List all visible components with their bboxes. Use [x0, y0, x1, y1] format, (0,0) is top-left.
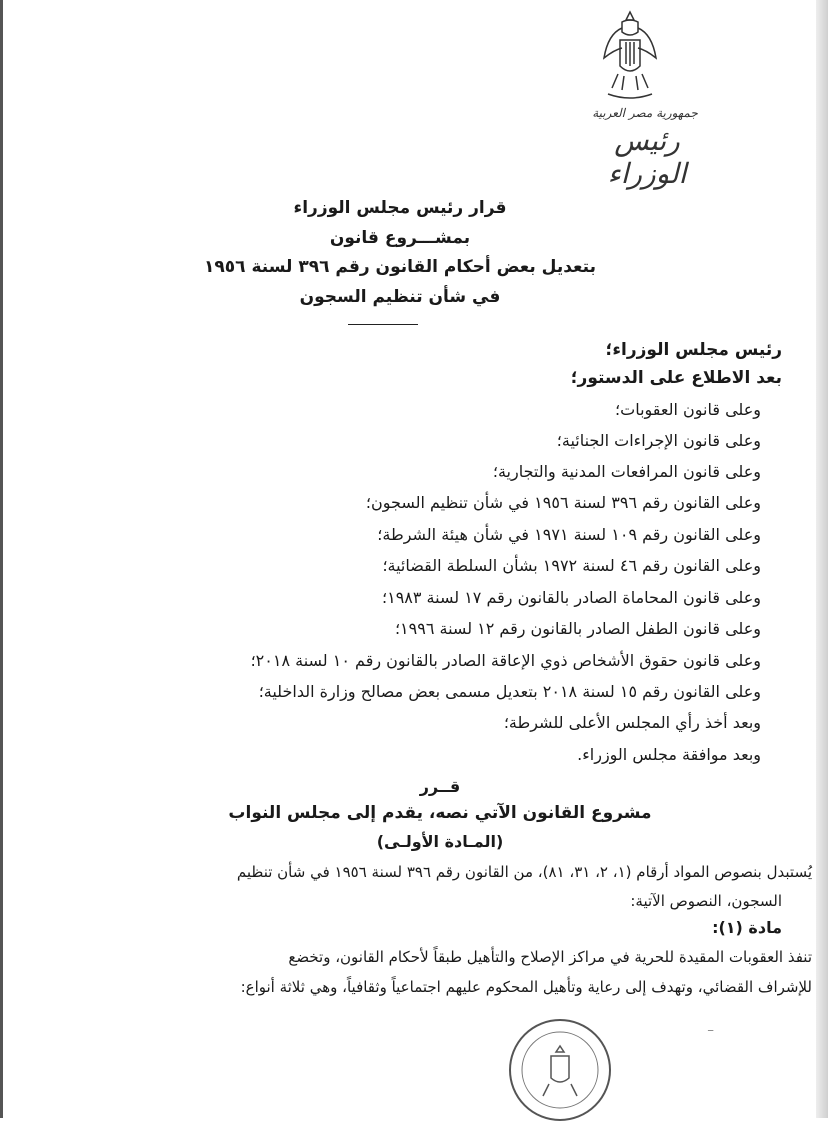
preamble-item: وعلى القانون رقم ٤٦ لسنة ١٩٧٢ بشأن السلطة القضائية؛ — [382, 556, 761, 575]
preamble-item: وبعد أخذ رأي المجلس الأعلى للشرطة؛ — [503, 713, 761, 732]
scan-mark: ــ — [708, 1024, 714, 1034]
paragraph-line: يُستبدل بنصوص المواد أرقام (١، ٢، ٣١، ٨١)، من القانون رقم ٣٩٦ لسنة ١٩٥٦ في شأن تنظيم — [236, 863, 812, 881]
decree-title-line: بمشـــروع قانون — [329, 228, 471, 248]
decree-title-line: قرار رئيس مجلس الوزراء — [293, 198, 507, 218]
decree-title-line: في شأن تنظيم السجون — [299, 287, 501, 307]
preamble-heading: رئيس مجلس الوزراء؛ — [605, 340, 782, 360]
paragraph-line: تنفذ العقوبات المقيدة للحرية في مراكز الإصلاح والتأهيل طبقاً لأحكام القانون، وتخضع — [288, 948, 812, 966]
letterhead-country: جمهورية مصر العربية — [592, 106, 698, 120]
preamble-item: وعلى قانون حقوق الأشخاص ذوي الإعاقة الصادر بالقانون رقم ١٠ لسنة ٢٠١٨؛ — [250, 651, 761, 670]
official-stamp-icon — [505, 1012, 615, 1122]
preamble-item: وعلى قانون الإجراءات الجنائية؛ — [556, 431, 761, 450]
scan-edge-left — [0, 0, 3, 1118]
decision-subheading: مشروع القانون الآتي نصه، يقدم إلى مجلس النواب — [228, 803, 652, 823]
title-divider — [348, 324, 418, 325]
preamble-item: وعلى قانون العقوبات؛ — [615, 400, 761, 419]
decision-heading: قــرر — [419, 777, 461, 796]
preamble-item: وعلى قانون المحاماة الصادر بالقانون رقم ١٧ لسنة ١٩٨٣؛ — [382, 588, 761, 607]
decree-title-line: بتعديل بعض أحكام القانون رقم ٣٩٦ لسنة ١٩٥٦ — [204, 257, 596, 277]
preamble-item: وعلى القانون رقم ١٠٩ لسنة ١٩٧١ في شأن هيئة الشرطة؛ — [377, 525, 761, 544]
scan-edge-right — [816, 0, 828, 1118]
article-label: مادة (١): — [712, 918, 782, 937]
preamble-item: وعلى قانون المرافعات المدنية والتجارية؛ — [492, 462, 761, 481]
preamble-item: وعلى قانون الطفل الصادر بالقانون رقم ١٢ لسنة ١٩٩٦؛ — [394, 619, 761, 638]
letterhead-office: رئيس الوزراء — [607, 124, 687, 190]
article-title: (المـادة الأولـى) — [376, 832, 504, 851]
paragraph-line: للإشراف القضائي، وتهدف إلى رعاية وتأهيل المحكوم عليهم اجتماعياً وثقافياً، وهي ثلاثة أنواع: — [240, 978, 812, 996]
paragraph-line: السجون، النصوص الآتية: — [630, 892, 782, 910]
preamble-item: وعلى القانون رقم ١٥ لسنة ٢٠١٨ بتعديل مسمى بعض مصالح وزارة الداخلية؛ — [258, 682, 761, 701]
preamble-item: وبعد موافقة مجلس الوزراء. — [577, 745, 761, 764]
preamble-heading: بعد الاطلاع على الدستور؛ — [570, 368, 782, 388]
eagle-emblem-icon — [598, 8, 662, 108]
preamble-item: وعلى القانون رقم ٣٩٦ لسنة ١٩٥٦ في شأن تنظيم السجون؛ — [365, 493, 761, 512]
